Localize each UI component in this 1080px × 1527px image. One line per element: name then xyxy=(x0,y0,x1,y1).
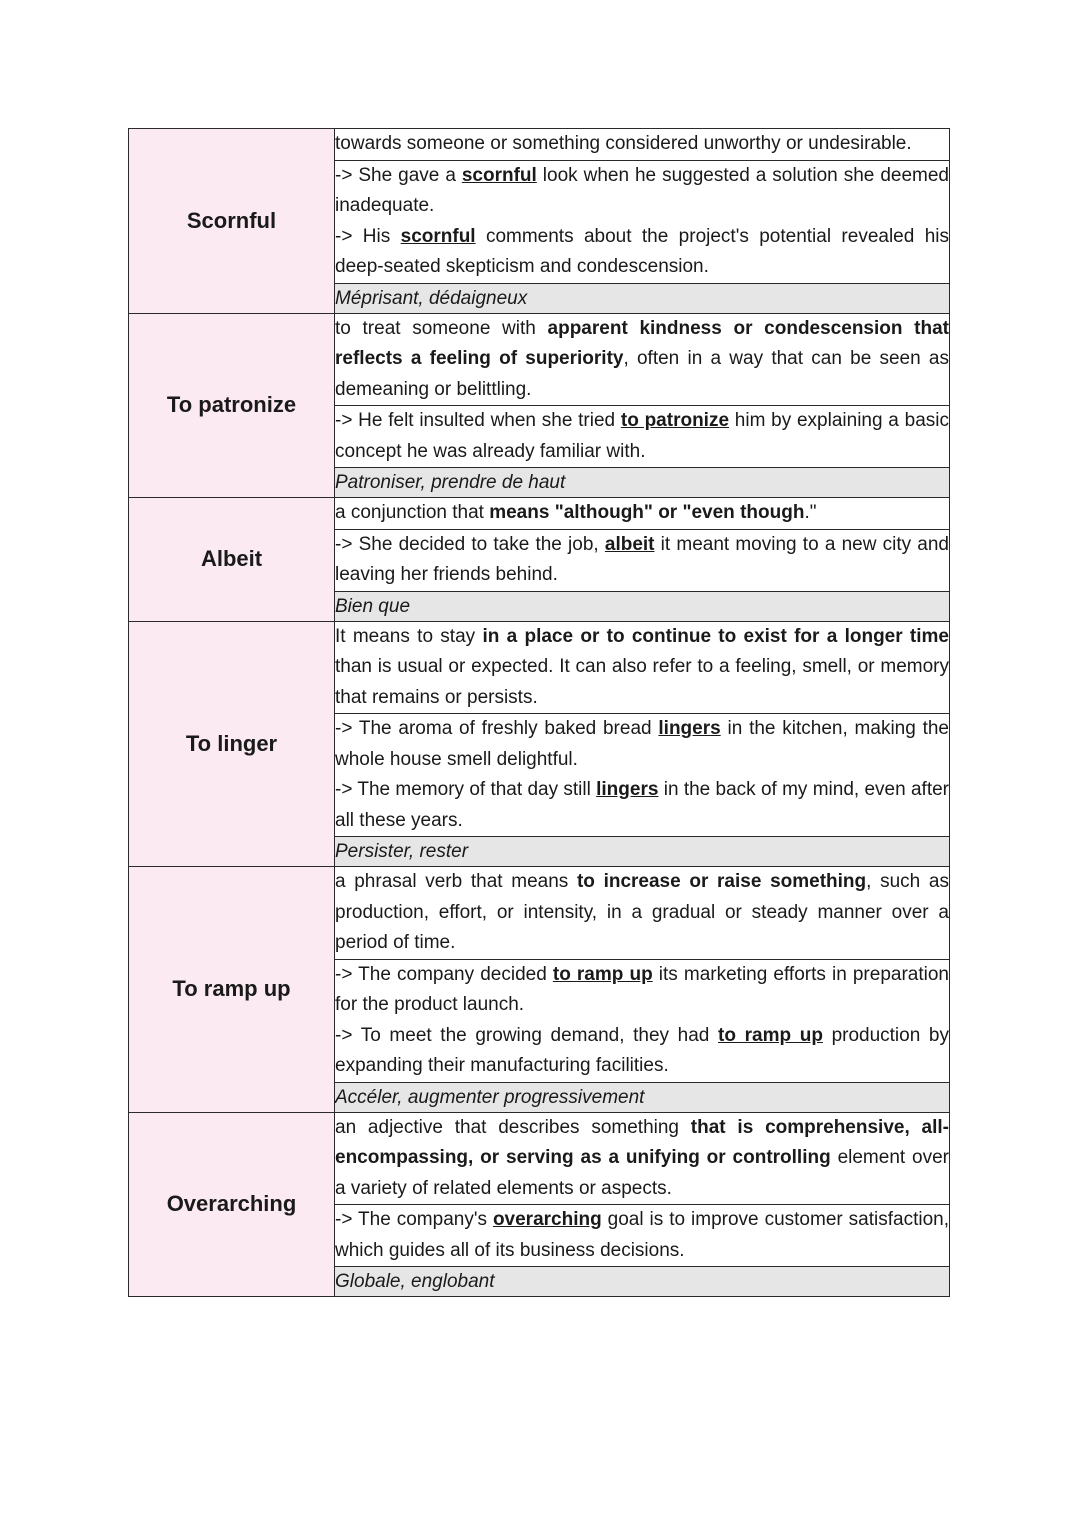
definition-text: , such as production, effort, or intensity, in a gradual or steady manner over a period of time. xyxy=(335,871,949,953)
example-text: him by explaining a basic concept he was already familiar with. xyxy=(335,410,949,462)
examples-cell xyxy=(335,406,950,468)
translation-cell xyxy=(335,1267,950,1297)
entry-ramp-up-definition-row xyxy=(129,867,950,960)
definition-text: than is usual or expected. It can also refer to a feeling, smell, or memory that remains or persists. xyxy=(335,656,949,708)
definition-cell xyxy=(335,621,950,714)
definition-highlight: apparent kindness or condescension that reflects a feeling of superiority xyxy=(335,317,949,369)
term-cell xyxy=(129,129,335,314)
example-text: it meant moving to a new city and leaving her friends behind. xyxy=(335,533,949,585)
translation-text: Méprisant, dédaigneux xyxy=(335,287,528,309)
example-text: goal is to improve customer satisfaction, which guides all of its business decisions. xyxy=(335,1209,949,1261)
example-text: in the back of my mind, even after all these years. xyxy=(335,779,949,831)
example-sentence xyxy=(335,714,949,775)
example-text: -> She decided to take the job, xyxy=(335,533,605,555)
entry-linger-definition-row xyxy=(129,621,950,714)
entry-scornful-definition-row xyxy=(129,129,950,161)
example-text: in the kitchen, making the whole house smell delightful. xyxy=(335,718,949,770)
example-sentence xyxy=(335,1205,949,1266)
examples-cell xyxy=(335,714,950,837)
example-sentence xyxy=(335,406,949,467)
example-sentence xyxy=(335,1021,949,1082)
example-text: its marketing efforts in preparation for the product launch. xyxy=(335,963,949,1015)
example-sentence xyxy=(335,530,949,591)
examples-cell xyxy=(335,959,950,1082)
entry-patronize-definition-row xyxy=(129,313,950,406)
example-keyword: to ramp up xyxy=(552,963,653,985)
example-text: comments about the project's potential revealed his deep-seated skepticism and condescension. xyxy=(335,225,949,277)
example-text: -> The company's xyxy=(335,1209,493,1230)
vocabulary-table-body xyxy=(129,129,950,1297)
definition-highlight: to increase or raise something xyxy=(576,871,867,892)
example-text: -> To meet the growing demand, they had xyxy=(335,1024,719,1046)
example-sentence xyxy=(335,960,949,1021)
example-keyword: albeit xyxy=(604,533,655,555)
example-text: -> He felt insulted when she tried xyxy=(335,410,621,431)
term-cell xyxy=(129,621,335,867)
term-cell xyxy=(129,1112,335,1297)
example-keyword: to patronize xyxy=(620,410,730,431)
definition-highlight: in a place or to continue to exist for a longer time xyxy=(482,625,949,647)
definition-text: an adjective that describes something xyxy=(335,1116,691,1138)
definition-text: a conjunction that xyxy=(335,502,490,523)
examples-cell xyxy=(335,160,950,283)
definition-text: ." xyxy=(804,502,817,523)
translation-cell xyxy=(335,837,950,867)
translation-cell xyxy=(335,468,950,498)
definition-highlight: means "although" or "even though xyxy=(489,502,805,523)
definition-cell xyxy=(335,129,950,161)
term-label: Albeit xyxy=(200,546,263,572)
definition-text: towards someone or something considered unworthy or undesirable. xyxy=(335,133,912,154)
example-text: -> She gave a xyxy=(335,164,462,186)
term-label: To patronize xyxy=(166,392,297,418)
example-text: look when he suggested a solution she deemed inadequate. xyxy=(335,164,949,216)
translation-text: Patroniser, prendre de haut xyxy=(335,472,566,493)
term-label: To ramp up xyxy=(172,976,291,1002)
term-cell xyxy=(129,867,335,1113)
translation-cell xyxy=(335,591,950,621)
translation-cell xyxy=(335,283,950,313)
term-label: Scornful xyxy=(186,207,277,233)
definition-text: , often in a way that can be seen as demeaning or belittling. xyxy=(335,348,949,400)
entry-albeit-definition-row xyxy=(129,498,950,530)
example-keyword: to ramp up xyxy=(718,1024,823,1046)
examples-cell xyxy=(335,529,950,591)
example-text: -> The company decided xyxy=(335,963,553,985)
definition-highlight: that is comprehensive, all-encompassing, or serving as a unifying or controlling xyxy=(335,1116,949,1168)
example-sentence xyxy=(335,161,949,222)
definition-cell xyxy=(335,1112,950,1205)
example-text: production by expanding their manufacturing facilities. xyxy=(335,1024,949,1076)
translation-text: Persister, rester xyxy=(335,841,469,862)
definition-cell xyxy=(335,867,950,960)
definition-cell xyxy=(335,313,950,406)
term-cell xyxy=(129,313,335,498)
translation-cell xyxy=(335,1082,950,1112)
entry-overarching-definition-row xyxy=(129,1112,950,1205)
translation-text: Bien que xyxy=(335,595,411,617)
example-text: -> His xyxy=(335,225,401,247)
translation-text: Globale, englobant xyxy=(335,1271,495,1292)
example-keyword: lingers xyxy=(596,779,659,800)
examples-cell xyxy=(335,1205,950,1267)
term-label: Overarching xyxy=(166,1191,297,1217)
example-text: -> The aroma of freshly baked bread xyxy=(335,718,659,739)
definition-cell xyxy=(335,498,950,530)
example-keyword: scornful xyxy=(400,225,476,247)
definition-text: It means to stay xyxy=(335,625,483,647)
example-sentence xyxy=(335,775,949,836)
example-keyword: scornful xyxy=(461,164,537,186)
translation-text: Accéler, augmenter progressivement xyxy=(335,1086,645,1108)
example-keyword: overarching xyxy=(492,1209,602,1230)
example-keyword: lingers xyxy=(658,718,721,739)
term-label: To linger xyxy=(185,730,278,756)
definition-text: element over a variety of related elements or aspects. xyxy=(335,1147,949,1199)
example-text: -> The memory of that day still xyxy=(335,779,597,800)
vocabulary-table xyxy=(128,128,950,1297)
definition-text: a phrasal verb that means xyxy=(335,871,577,892)
definition-text: to treat someone with xyxy=(335,317,548,339)
term-cell xyxy=(129,498,335,622)
example-sentence xyxy=(335,222,949,283)
